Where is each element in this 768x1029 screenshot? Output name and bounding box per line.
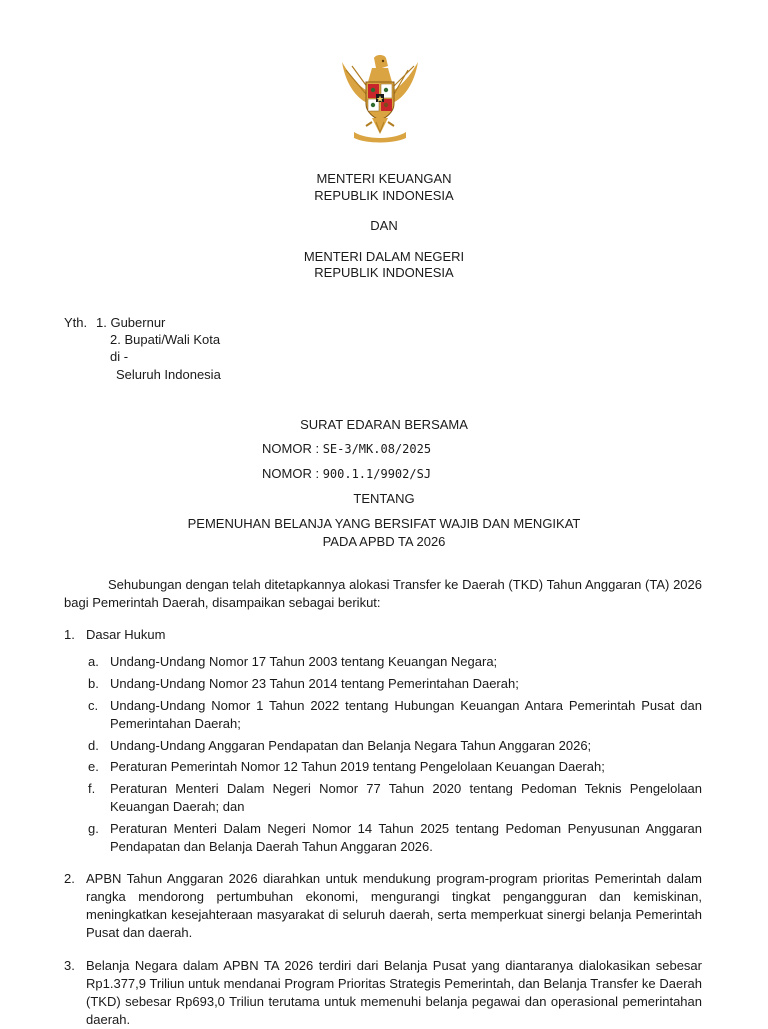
- section-2-text: APBN Tahun Anggaran 2026 diarahkan untuk mendukung program-program prioritas Pemerintah dalam rangka mendorong pertumbuhan ekonomi, mengurangi tingkat pengangguran dan kemiskinan, meningkatkan kesejahteraan masyarakat di seluruh daerah, serta memperkuat sinergi belanja Pemerintah Pusat dan daerah.: [86, 871, 702, 940]
- nomor-label-1: [262, 440, 431, 458]
- list-item-letter: g.: [88, 821, 99, 836]
- nomor-colon: :: [311, 466, 323, 481]
- addressee-yth: Yth.: [64, 315, 88, 330]
- section-2-number: 2.: [64, 871, 75, 886]
- intro-paragraph: Sehubungan dengan telah ditetapkannya alokasi Transfer ke Daerah (TKD) Tahun Anggaran (TA) 2026 bagi Pemerintah Daerah, disampaikan sebagai berikut:: [64, 577, 702, 610]
- subject-line-2: PADA APBD TA 2026: [322, 534, 446, 549]
- list-item-text: Peraturan Menteri Dalam Negeri Nomor 77 Tahun 2020 tentang Pedoman Teknis Pengelolaan Keuangan Daerah; dan: [110, 781, 702, 814]
- list-item-letter: f.: [88, 781, 96, 796]
- list-item-letter: d.: [88, 738, 99, 753]
- list-item-text: Undang-Undang Nomor 1 Tahun 2022 tentang Hubungan Keuangan Antara Pemerintah Pusat dan Pemerintahan Daerah;: [110, 698, 702, 731]
- section-1-heading: Dasar Hukum: [86, 627, 166, 642]
- subject-line-1: PEMENUHAN BELANJA YANG BERSIFAT WAJIB DAN MENGIKAT: [187, 516, 581, 531]
- section-1-number: 1.: [64, 627, 75, 642]
- section-3-number: 3.: [64, 958, 75, 973]
- list-item-text: Undang-Undang Nomor 23 Tahun 2014 tentang Pemerintahan Daerah;: [110, 676, 519, 691]
- list-item-letter: e.: [88, 759, 99, 774]
- list-item-letter: b.: [88, 676, 99, 691]
- header-line-2: REPUBLIK INDONESIA: [314, 188, 454, 203]
- header-line-1: MENTERI KEUANGAN: [316, 171, 452, 186]
- header-line-4: REPUBLIK INDONESIA: [314, 265, 454, 280]
- nomor-label: NOMOR: [262, 441, 312, 456]
- addressee-di: di -: [110, 349, 129, 364]
- addressee-place: Seluruh Indonesia: [116, 367, 221, 382]
- addressee-item-1: 1. Gubernur: [96, 315, 166, 330]
- list-item-text: Peraturan Pemerintah Nomor 12 Tahun 2019 tentang Pengelolaan Keuangan Daerah;: [110, 759, 605, 774]
- header-line-3: MENTERI DALAM NEGERI: [303, 249, 465, 264]
- nomor-label: NOMOR: [262, 466, 312, 481]
- list-item-text: Undang-Undang Anggaran Pendapatan dan Belanja Negara Tahun Anggaran 2026;: [110, 738, 592, 753]
- list-item-text: Undang-Undang Nomor 17 Tahun 2003 tentang Keuangan Negara;: [110, 654, 498, 669]
- header-conjunction: DAN: [370, 218, 398, 233]
- garuda-emblem-icon: [336, 52, 424, 144]
- addressee-item-2: 2. Bupati/Wali Kota: [110, 332, 221, 347]
- list-item-letter: c.: [88, 698, 99, 713]
- nomor-colon: :: [311, 441, 323, 456]
- nomor-label-2: [262, 465, 431, 483]
- nomor-value-2: 900.1.1/9902/SJ: [322, 467, 432, 481]
- section-3-text: Belanja Negara dalam APBN TA 2026 terdiri dari Belanja Pusat yang diantaranya dialokasikan sebesar Rp1.377,9 Triliun untuk mendanai Program Prioritas Strategis Pemerintah, dan Belanja Transfer ke Daerah (TKD) sebesar Rp693,0 Triliun terutama untuk memenuhi belanja pegawai dan operasional pemerintahan daerah.: [86, 958, 702, 1027]
- nomor-value-1: SE-3/MK.08/2025: [322, 442, 432, 456]
- list-item-letter: a.: [88, 654, 99, 669]
- tentang-label: TENTANG: [353, 491, 415, 506]
- list-item-text: Peraturan Menteri Dalam Negeri Nomor 14 Tahun 2025 tentang Pedoman Penyusunan Anggaran Pendapatan dan Belanja Daerah Tahun Anggaran 2026.: [110, 821, 702, 854]
- document-type: SURAT EDARAN BERSAMA: [300, 417, 468, 432]
